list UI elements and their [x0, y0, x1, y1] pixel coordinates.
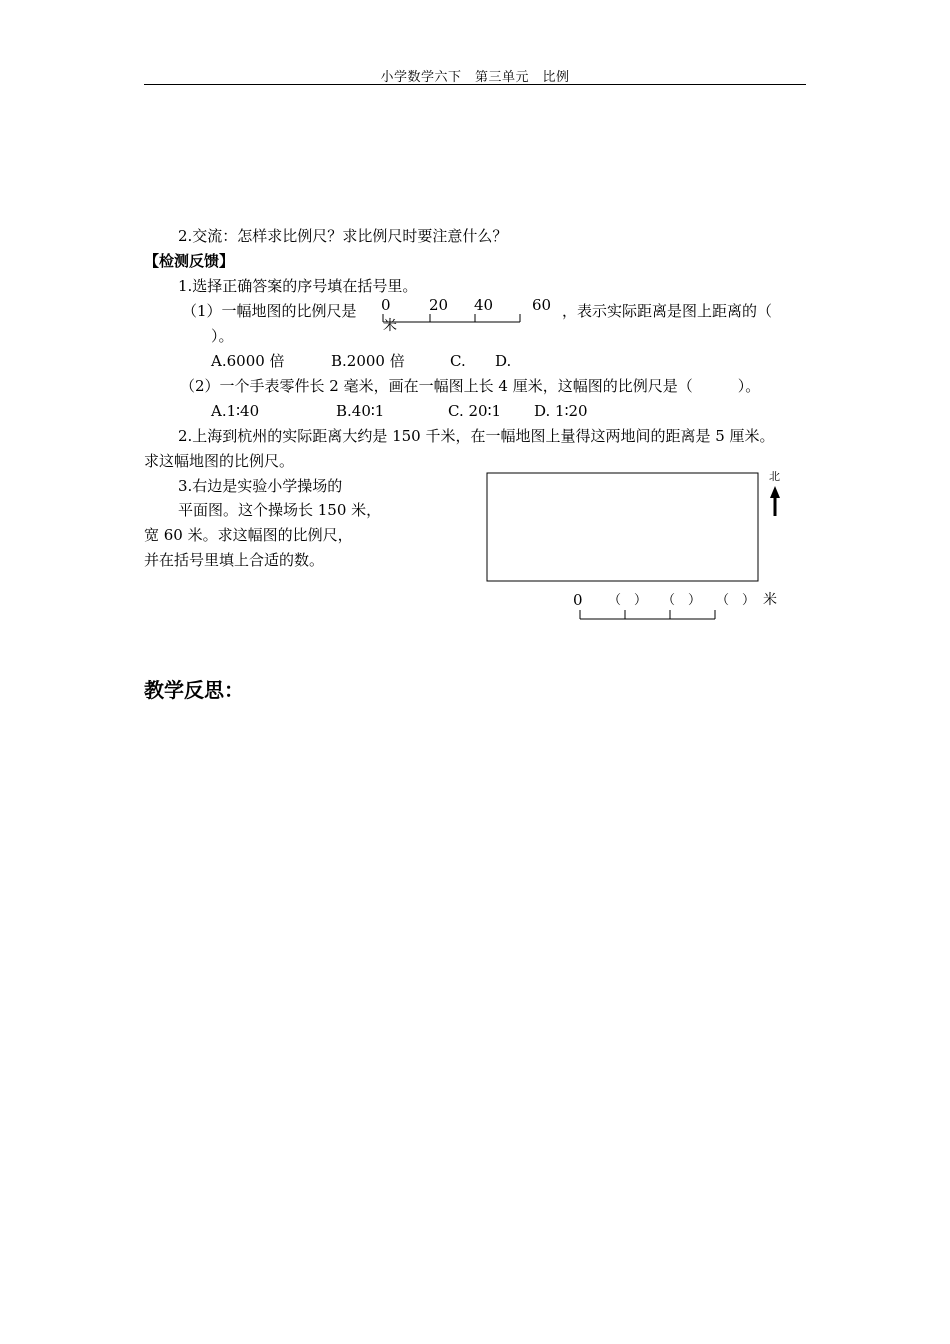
north-arrow-icon	[770, 486, 780, 516]
q3-line4: 并在括号里填上合适的数。	[144, 551, 325, 569]
scale-label-0: 0	[381, 296, 391, 314]
q1-p1-prefix: （1）一幅地图的比例尺是	[182, 302, 357, 320]
q2-line2: 求这幅地图的比例尺。	[144, 452, 295, 470]
q1-p1-option-c: C.	[450, 352, 466, 370]
reflection-heading: 教学反思：	[144, 678, 244, 702]
playground-figure	[480, 460, 800, 630]
q3-line3: 宽 60 米。求这幅图的比例尺，	[144, 526, 353, 544]
header-rule	[144, 84, 806, 85]
q1-p2-option-a: A.1∶40	[211, 402, 260, 420]
q1-p2-option-d: D. 1∶20	[534, 402, 588, 420]
scale-unit: 米	[383, 318, 397, 334]
scale-label-40: 40	[474, 296, 494, 314]
q3-line1: 3.右边是实验小学操场的	[178, 477, 343, 495]
q1-p1-close: ）。	[211, 327, 234, 345]
playground-rectangle	[487, 473, 758, 581]
q1-p1-option-d: D.	[495, 352, 512, 370]
scale-zero: 0	[573, 591, 583, 609]
q1-p1-option-b: B.2000 倍	[331, 352, 405, 370]
q1-p1-suffix: ，表示实际距离是图上距离的（	[562, 302, 773, 320]
section-title: 【检测反馈】	[144, 252, 235, 270]
north-label: 北	[769, 470, 780, 483]
q1-p2-option-b: B.40∶1	[336, 402, 385, 420]
q1-intro: 1.选择正确答案的序号填在括号里。	[178, 277, 418, 295]
scale-bar-map	[376, 294, 556, 334]
scale-blank-1: （ ）	[608, 593, 648, 608]
q1-p2-option-c: C. 20∶1	[448, 402, 502, 420]
scale-label-20: 20	[429, 296, 449, 314]
scale-blank-2: （ ）	[662, 593, 702, 608]
playground-scale-bar	[580, 610, 715, 619]
q2-line1: 2.上海到杭州的实际距离大约是 150 千米，在一幅地图上量得这两地间的距离是 5 厘米。	[178, 427, 775, 445]
q1-p1-option-a: A.6000 倍	[211, 352, 285, 370]
scale-label-60: 60	[532, 296, 552, 314]
scale-unit-meter: 米	[763, 592, 777, 608]
discussion-question: 2.交流：怎样求比例尺？求比例尺时要注意什么？	[178, 227, 508, 245]
scale-blank-3: （ ）	[716, 593, 756, 608]
page-header: 小学数学六下 第三单元 比例	[380, 70, 570, 85]
q1-p2-text: （2）一个手表零件长 2 毫米，画在一幅图上长 4 厘米，这幅图的比例尺是（ ）。	[180, 377, 761, 395]
q3-line2: 平面图。这个操场长 150 米，	[178, 501, 382, 519]
